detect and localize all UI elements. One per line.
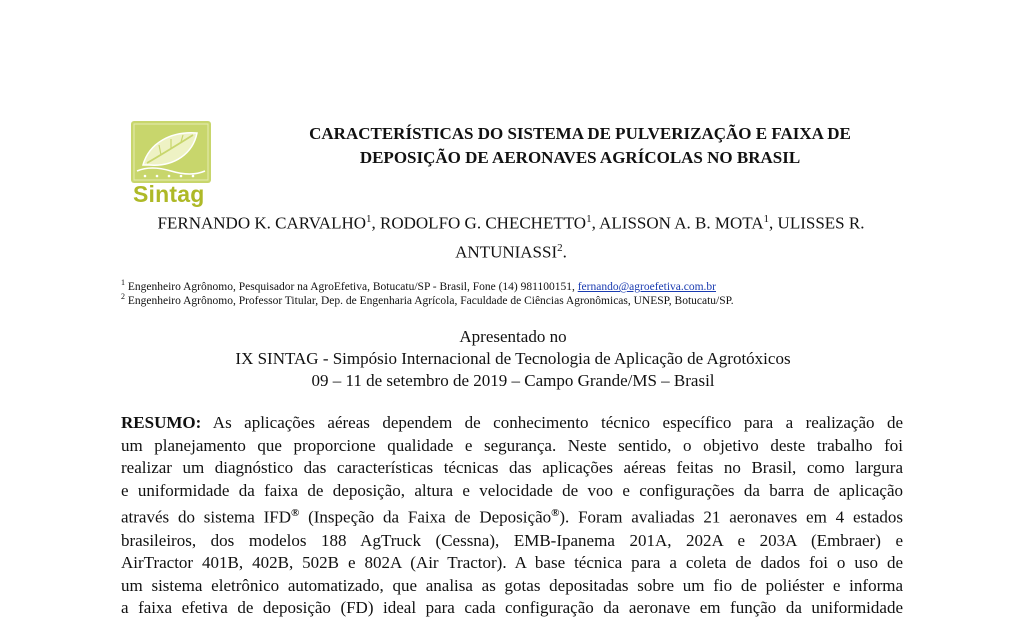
author-2: , RODOLFO G. CHECHETTO xyxy=(371,213,587,233)
abstract-label: RESUMO: xyxy=(121,413,202,432)
author-2-affil: 1 xyxy=(586,213,592,225)
logo-wordmark: Sintag xyxy=(133,181,205,207)
author-4: , ULISSES R. ANTUNIASSI xyxy=(455,213,865,262)
author-1-affil: 1 xyxy=(366,213,372,225)
abstract-line xyxy=(121,502,903,529)
abstract-line: a faixa efetiva de deposição (FD) ideal para cada configuração da aeronave em função da uniformidade xyxy=(121,598,903,618)
author-4-affil: 2 xyxy=(557,241,563,254)
affiliation-1-number: 1 xyxy=(121,278,125,287)
registered-mark: ® xyxy=(291,507,300,520)
event-name: IX SINTAG - Simpósio Internacional de Tecnologia de Aplicação de Agrotóxicos xyxy=(235,349,791,368)
presentation-info xyxy=(120,326,906,392)
affiliation-2-number: 2 xyxy=(121,292,125,301)
email-link[interactable]: fernando@agroefetiva.com.br xyxy=(577,280,717,293)
abstract-line: um planejamento que proporcione qualidade e segurança. Neste sentido, o objetivo deste trabalho foi xyxy=(121,435,903,455)
title-line-1: CARACTERÍSTICAS DO SISTEMA DE PULVERIZAÇÃO E FAIXA DE xyxy=(309,124,851,143)
affiliation-1-text: Engenheiro Agrônomo, Pesquisador na AgroEfetiva, Botucatu/SP - Brasil, Fone (14) 981100151, xyxy=(125,280,578,293)
sintag-logo xyxy=(131,121,211,207)
abstract-text: através do sistema IFD xyxy=(121,508,292,528)
author-3-affil: 1 xyxy=(763,213,770,225)
abstract-text: As aplicações aéreas dependem de conhecimento técnico específico para a realização de xyxy=(201,413,903,432)
abstract-line: realizar um diagnóstico das características técnicas das aplicações aéreas feitas no Brasil, como largura xyxy=(121,458,903,478)
abstract-line: brasileiros, dos modelos 188 AgTruck (Cessna), EMB-Ipanema 201A, 202A e 203A (Embraer) e xyxy=(121,530,903,550)
author-3: , ALISSON A. B. MOTA xyxy=(591,213,764,233)
abstract-line xyxy=(121,412,903,435)
abstract xyxy=(121,412,903,620)
paper-title xyxy=(230,122,930,170)
abstract-text: (Inspeção da Faixa de Deposição xyxy=(299,508,552,528)
registered-mark: ® xyxy=(551,507,560,520)
abstract-line: um sistema eletrônico automatizado, que analisa as gotas depositadas sobre um fio de poliéster e informa xyxy=(121,575,903,595)
event-date-location: 09 – 11 de setembro de 2019 – Campo Grande/MS – Brasil xyxy=(311,371,715,390)
author-list xyxy=(118,207,904,264)
affiliation-2-text: Engenheiro Agrônomo, Professor Titular, Dep. de Engenharia Agrícola, Faculdade de Ciências Agronômicas, UNESP, Botucatu/SP. xyxy=(125,294,734,307)
abstract-line: AirTractor 401B, 402B, 502B e 802A (Air Tractor). A base técnica para a coleta de dados foi o uso de xyxy=(121,553,903,573)
title-line-2: DEPOSIÇÃO DE AERONAVES AGRÍCOLAS NO BRASIL xyxy=(359,148,801,167)
leaf-logo-icon xyxy=(131,121,211,183)
affiliation-2 xyxy=(121,289,921,309)
abstract-text: ). Foram avaliadas 21 aeronaves em 4 estados xyxy=(559,508,904,528)
presented-label: Apresentado no xyxy=(459,327,567,346)
author-1: FERNANDO K. CARVALHO xyxy=(157,213,367,233)
author-list-end: . xyxy=(562,242,567,262)
abstract-line: e uniformidade da faixa de deposição, altura e velocidade de voo e configurações da barra de aplicação xyxy=(121,480,903,500)
